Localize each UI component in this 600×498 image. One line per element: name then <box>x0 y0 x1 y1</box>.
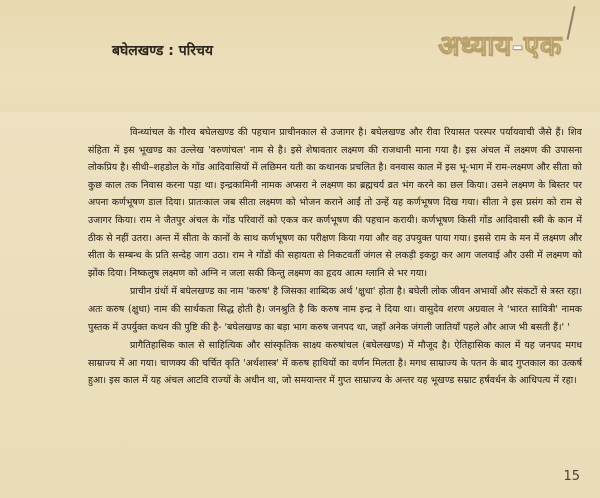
pencil-mark-icon <box>566 6 575 40</box>
chapter-title: अध्याय-एक <box>438 29 562 62</box>
paragraph: विन्ध्यांचल के गौरव बघेलखण्ड की पहचान प्राचीनकाल से उजागर है। बघेलखण्ड और रीवा रियासत परस्पर पर्यायवाची जैसे हैं। शिव संहिता में इस भूखण्ड का उल्लेख 'वरुणांचल' नाम से है। इसे शेषावतार लक्ष्मण की राजधानी माना गया है। इस अंचल में लक्ष्मण की उपासना लोकप्रिय है। सीधी–शहडोल के गोंड आदिवासियों में लछिमन यती का कथानक प्रचलित है। वनवास काल में इस भू-भाग में राम-लक्ष्मण और सीता को कुछ काल तक निवास करना पड़ा था। इन्द्रकामिनी नामक अप्सरा ने लक्ष्मण का ब्रह्मचर्य व्रत भंग करने का छल किया। उसने लक्ष्मण के बिस्तर पर अपना कर्णभूषण डाल दिया। प्रातःकाल जब सीता लक्ष्मण को भोजन कराने आईं तो उन्हें यह कर्णभूषण दिख गया। सीता ने इस प्रसंग को राम से उजागर किया। राम ने जैतपुर अंचल के गोंड परिवारों को एकत्र कर कर्णभूषण की पहचान करायी। कर्णभूषण किसी गोंड आदिवासी स्त्री के कान में ठीक से नहीं उतरा। अन्त में सीता के कानों के साथ कर्णभूषण का परीक्षण किया गया और वह उपयुक्त पाया गया। इससे राम के मन में लक्ष्मण और सीता के सम्बन्ध के प्रति सन्देह जाग उठा। राम ने गोंडों की सहायता से निकटवर्ती जंगल से लकड़ी इकट्ठा कर आग जलवाई और उसी में लक्ष्मण को झोंक दिया। निष्कलुष लक्ष्मण को अग्नि न जला सकी किन्तु लक्ष्मण का हृदय आत्म ग्लानि से भर गया। <box>88 127 582 279</box>
body-text <box>88 124 582 390</box>
page-number: 15 <box>563 469 580 484</box>
paragraph: प्रागैतिहासिक काल से साहित्यिक और सांस्कृतिक साक्ष्य करुषांचल (बघेलखण्ड) में मौजूद है। ऐतिहासिक काल में यह जनपद मगध साम्राज्य में आ गया। चाणक्य की चर्चित कृति 'अर्थशास्त्र' में करुष हाथियों का वर्णन मिलता है। मगध साम्राज्य के पतन के बाद गुप्तकाल का उत्कर्ष हुआ। इस काल में यह अंचल आटवि राज्यों के अधीन था, जो समयान्तर में गुप्त साम्राज्य के अन्तर यह भूखण्ड सम्राट हर्षवर्धन के आधिपत्य में रहा। <box>88 340 582 387</box>
section-title: बघेलखण्ड : परिचय <box>112 43 214 59</box>
page-header <box>0 0 600 112</box>
paragraph: प्राचीन ग्रंथों में बघेलखण्ड का नाम 'करुष' है जिसका शाब्दिक अर्थ 'क्षुधा' होता है। बघेली लोक जीवन अभावों और संकटों से त्रस्त रहा। अतः करुष (क्षुधा) नाम की सार्थकता सिद्ध होती है। जनश्रुति है कि करुष नाम इन्द्र ने दिया था। वासुदेव शरण अग्रवाल ने 'भारत सावित्री' नामक पुस्तक में उपर्युक्त कथन की पुष्टि की है- 'बघेलखण्ड का बड़ा भाग करुष जनपद था, जहाँ अनेक जंगली जातियाँ पहले और आज भी बसती हैं।' ' <box>88 286 582 333</box>
